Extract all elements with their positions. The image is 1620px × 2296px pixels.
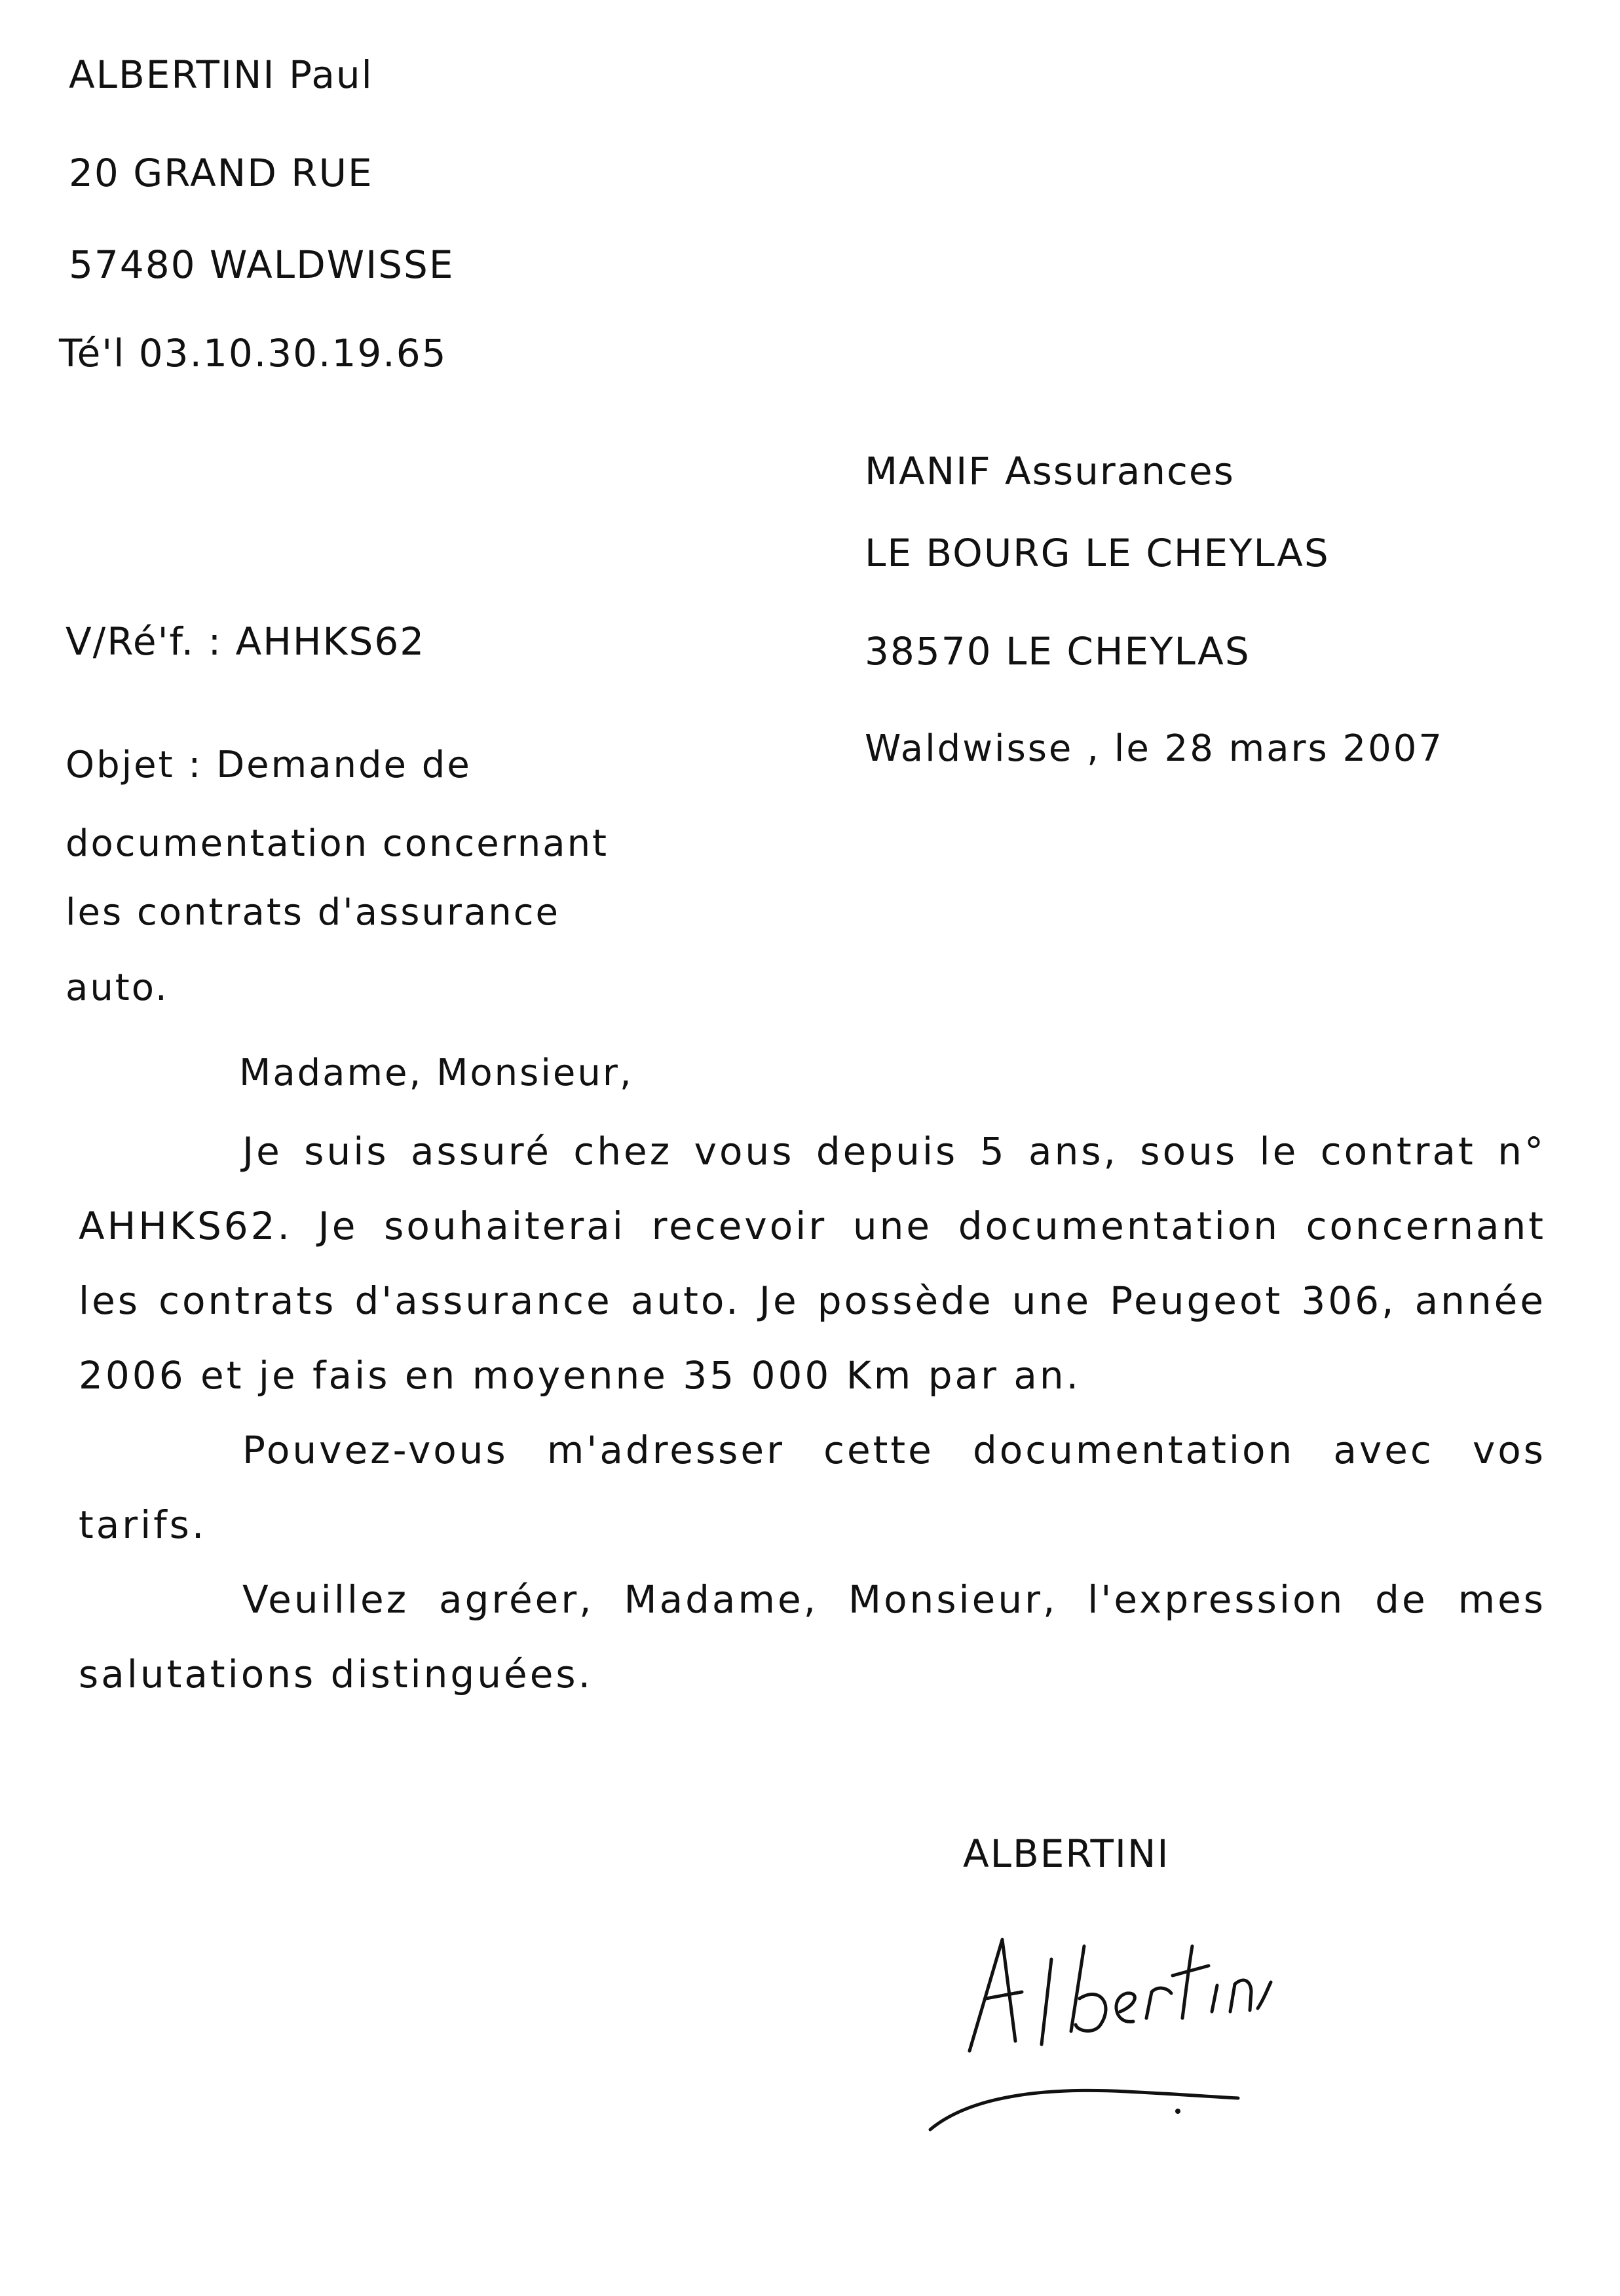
signature bbox=[911, 1920, 1277, 2156]
subject-line-4: auto. bbox=[66, 966, 169, 1009]
sender-city: 57480 WALDWISSE bbox=[69, 242, 455, 287]
sender-name: ALBERTINI Paul bbox=[69, 52, 373, 97]
sender-phone: Té'l 03.10.30.19.65 bbox=[59, 331, 447, 375]
date-line: Waldwisse , le 28 mars 2007 bbox=[865, 727, 1444, 770]
letter-body bbox=[79, 1114, 1546, 1712]
subject-line-2: documentation concernant bbox=[66, 822, 609, 865]
subject-line-1: Objet : Demande de bbox=[66, 744, 472, 786]
recipient-company: MANIF Assurances bbox=[865, 449, 1235, 493]
signature-drawing bbox=[911, 1920, 1277, 2156]
body-paragraph-3: Veuillez agréer, Madame, Monsieur, l'expression de mes salutations distinguées. bbox=[79, 1577, 1546, 1696]
body-paragraph-1: Je suis assuré chez vous depuis 5 ans, sous le contrat n° AHHKS62. Je souhaiterai recevoir une documentation concernant les contrats d'assurance auto. Je possède une Peugeot 306, année 2006 et je fais en moyenne 35 000 Km par an. bbox=[79, 1129, 1546, 1398]
reference: V/Ré'f. : AHHKS62 bbox=[66, 619, 426, 664]
recipient-city: 38570 LE CHEYLAS bbox=[865, 629, 1251, 674]
body-paragraph-2: Pouvez-vous m'adresser cette documentation avec vos tarifs. bbox=[79, 1428, 1546, 1547]
closing-name: ALBERTINI bbox=[963, 1831, 1170, 1876]
sender-street: 20 GRAND RUE bbox=[69, 151, 373, 195]
salutation: Madame, Monsieur, bbox=[239, 1052, 633, 1094]
subject-line-3: les contrats d'assurance bbox=[66, 891, 560, 934]
recipient-street: LE BOURG LE CHEYLAS bbox=[865, 531, 1330, 575]
